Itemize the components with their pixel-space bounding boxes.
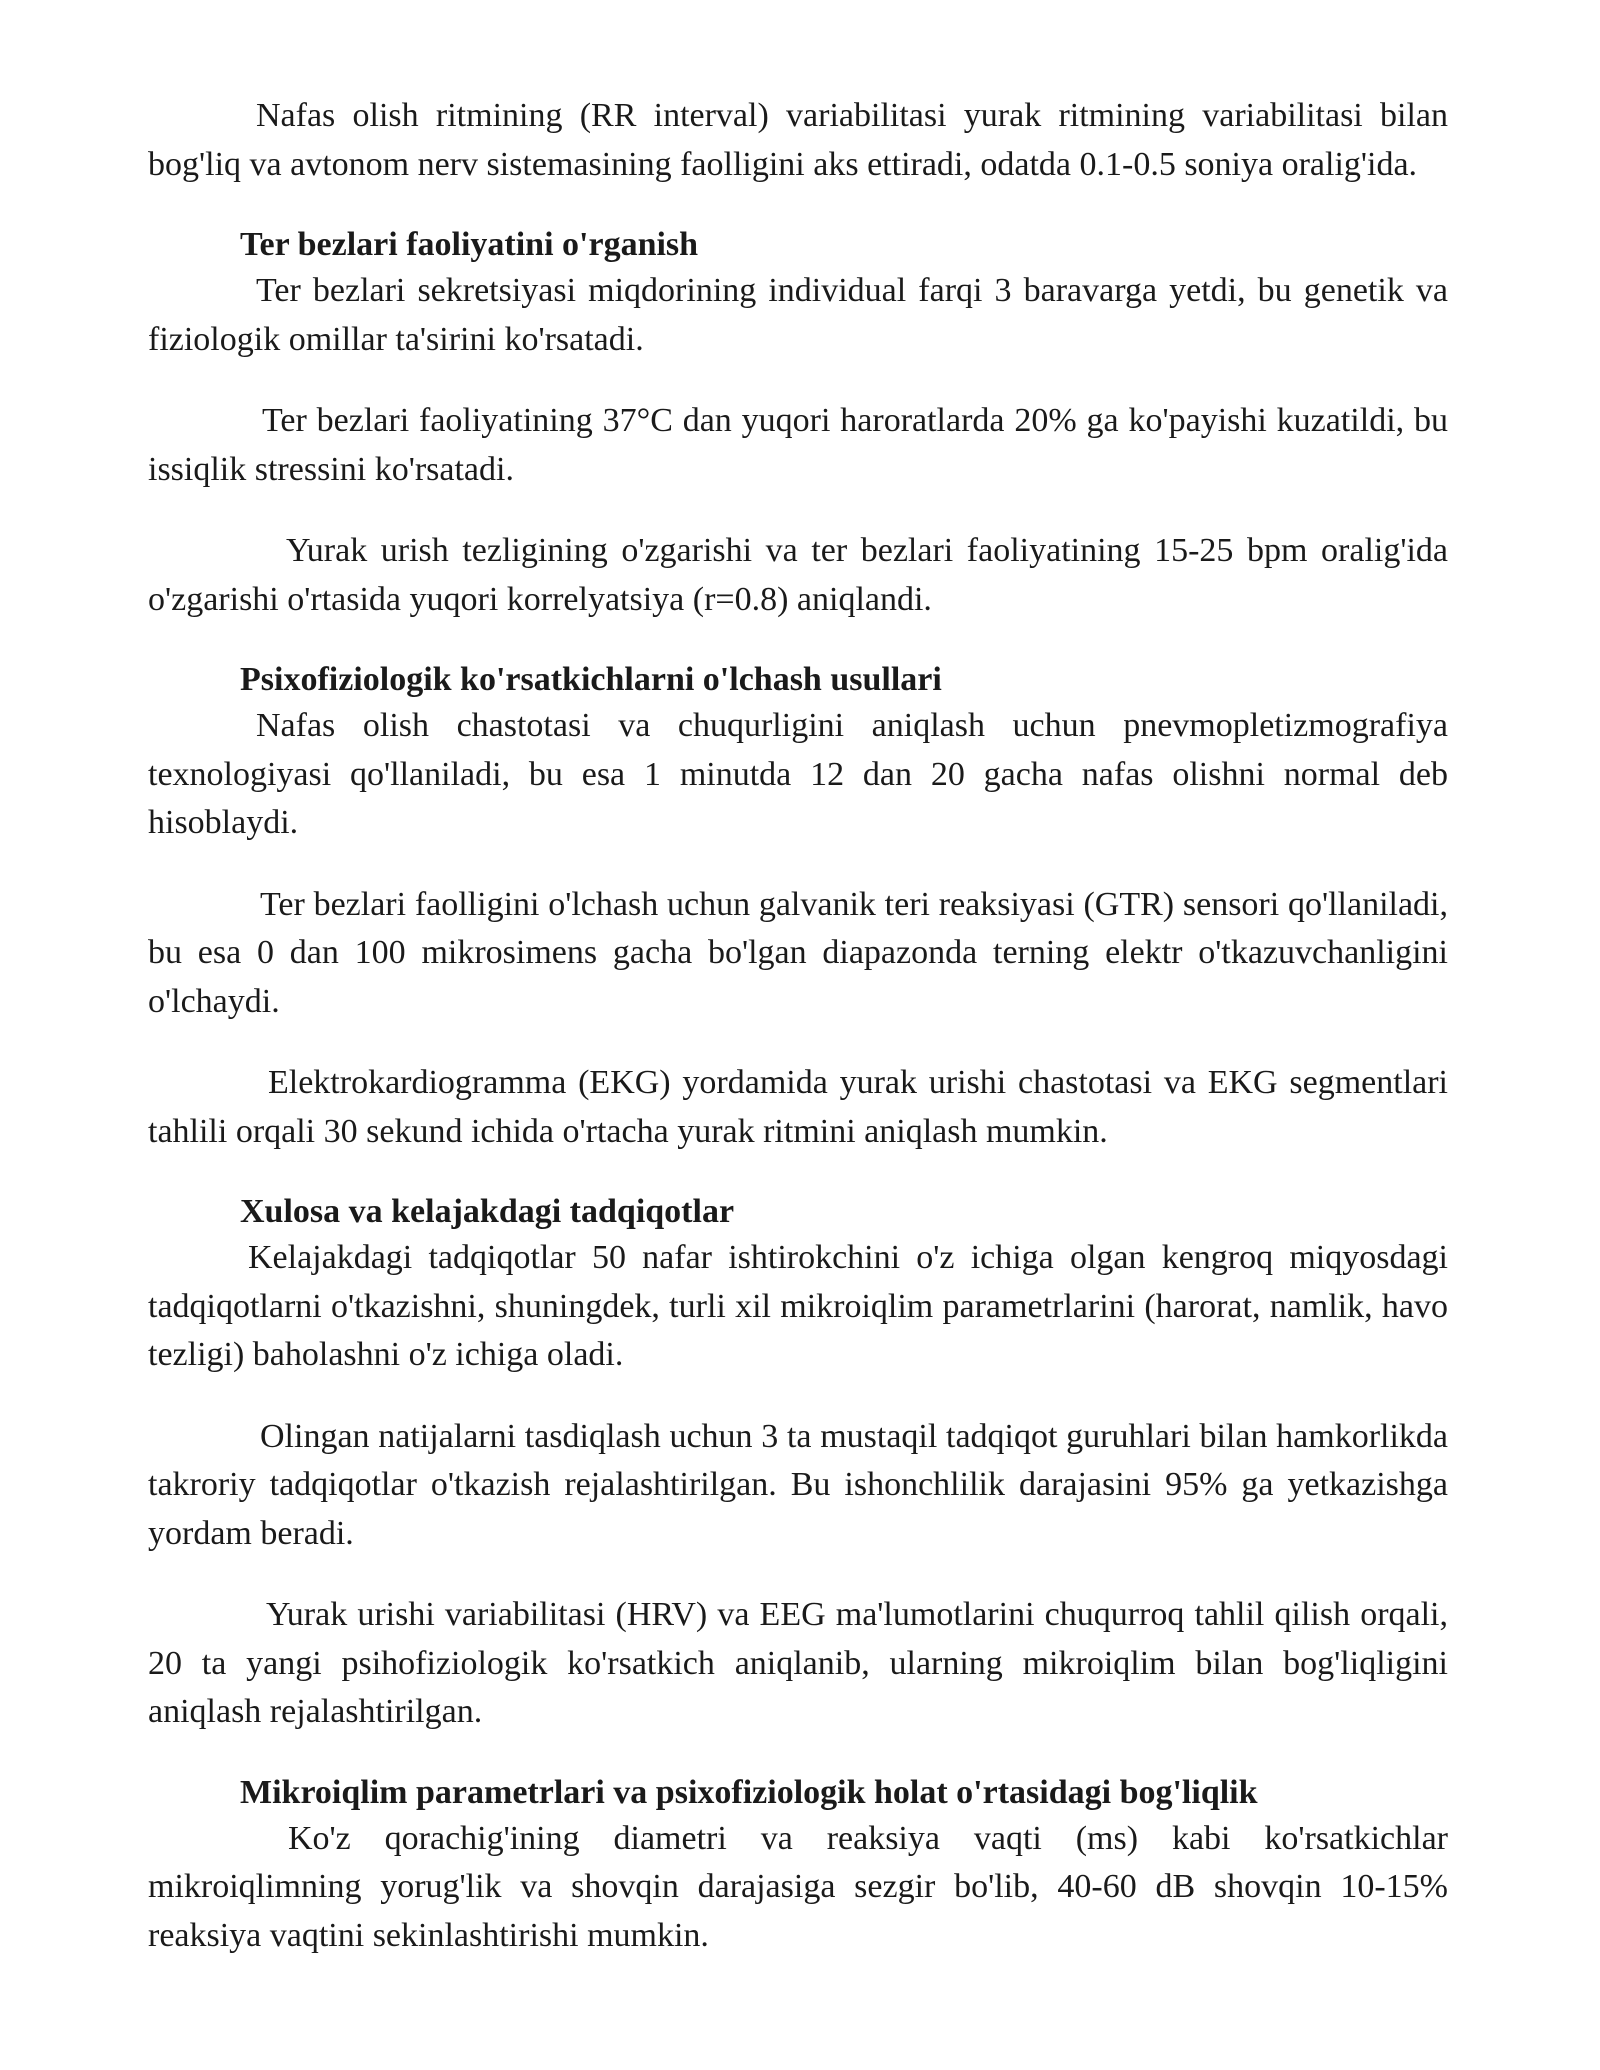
paragraph-ter-sekretsiya: Ter bezlari sekretsiyasi miqdorining individual farqi 3 baravarga yetdi, bu genetik va fiziologik omillar ta'sirini ko'rsatadi. xyxy=(148,272,1448,358)
section-heading-ter-bezlari: Ter bezlari faoliyatini o'rganish xyxy=(240,226,699,263)
paragraph-nafas-olish: Nafas olish chastotasi va chuqurligini aniqlash uchun pnevmopletizmografiya texnologiyasi qo'llaniladi, bu esa 1 minutda 12 dan 20 gacha nafas olishni normal deb hisoblaydi. xyxy=(148,707,1448,841)
document-page xyxy=(148,92,1448,1960)
paragraph-ter-harorat: Ter bezlari faoliyatining 37°C dan yuqori haroratlarda 20% ga ko'payishi kuzatildi, bu issiqlik stressini ko'rsatadi. xyxy=(148,402,1448,488)
paragraph-gtr-sensori: Ter bezlari faolligini o'lchash uchun galvanik teri reaksiyasi (GTR) sensori qo'llaniladi, bu esa 0 dan 100 mikrosimens gacha bo'lgan diapazonda terning elektr o'tkazuvchanligini o'lchaydi. xyxy=(148,885,1448,1020)
section-heading-mikroiqlim: Mikroiqlim parametrlari va psixofiziologik holat o'rtasidagi bog'liqlik xyxy=(240,1773,1258,1811)
paragraph-yurak-korrelyatsiya: Yurak urish tezligining o'zgarishi va ter bezlari faoliyatining 15-25 bpm oralig'ida o'zgarishi o'rtasida yuqori korrelyatsiya (r=0.8) aniqlandi. xyxy=(148,532,1448,618)
section-heading-xulosa: Xulosa va kelajakdagi tadqiqotlar xyxy=(240,1193,735,1230)
paragraph-ekg: Elektrokardiogramma (EKG) yordamida yurak urishi chastotasi va EKG segmentlari tahlili orqali 30 sekund ichida o'rtacha yurak ritmini aniqlash mumkin. xyxy=(148,1064,1448,1150)
paragraph-rr-interval: Nafas olish ritmining (RR interval) variabilitasi yurak ritmining variabilitasi bilan bog'liq va avtonom nerv sistemasining faolligini aks ettiradi, odatda 0.1-0.5 soniya oralig'ida. xyxy=(148,97,1448,183)
paragraph-koz-qorachig: Ko'z qorachig'ining diametri va reaksiya vaqti (ms) kabi ko'rsatkichlar mikroiqlimning yorug'lik va shovqin darajasiga sezgir bo'lib, 40-60 dB shovqin 10-15% reaksiya vaqtini sekinlashtirishi mumkin. xyxy=(148,1819,1448,1954)
paragraph-hrv-eeg: Yurak urishi variabilitasi (HRV) va EEG ma'lumotlarini chuqurroq tahlil qilish orqali, 20 ta yangi psihofiziologik ko'rsatkich aniqlanib, ularning mikroiqlim bilan bog'liqligini aniqlash rejalashtirilgan. xyxy=(148,1596,1448,1730)
section-heading-olchash-usullari: Psixofiziologik ko'rsatkichlarni o'lchash usullari xyxy=(240,661,942,698)
paragraph-kelajak-tadqiqotlar: Kelajakdagi tadqiqotlar 50 nafar ishtirokchini o'z ichiga olgan kengroq miqyosdagi tadqiqotlarni o'tkazishni, shuningdek, turli xil mikroiqlim parametrlarini (harorat, namlik, havo tezligi) baholashni o'z ichiga oladi. xyxy=(148,1239,1448,1373)
paragraph-natijalar-tasdiqlash: Olingan natijalarni tasdiqlash uchun 3 ta mustaqil tadqiqot guruhlari bilan hamkorlikda takroriy tadqiqotlar o'tkazish rejalashtirilgan. Bu ishonchlilik darajasini 95% ga yetkazishga yordam beradi. xyxy=(148,1417,1448,1552)
